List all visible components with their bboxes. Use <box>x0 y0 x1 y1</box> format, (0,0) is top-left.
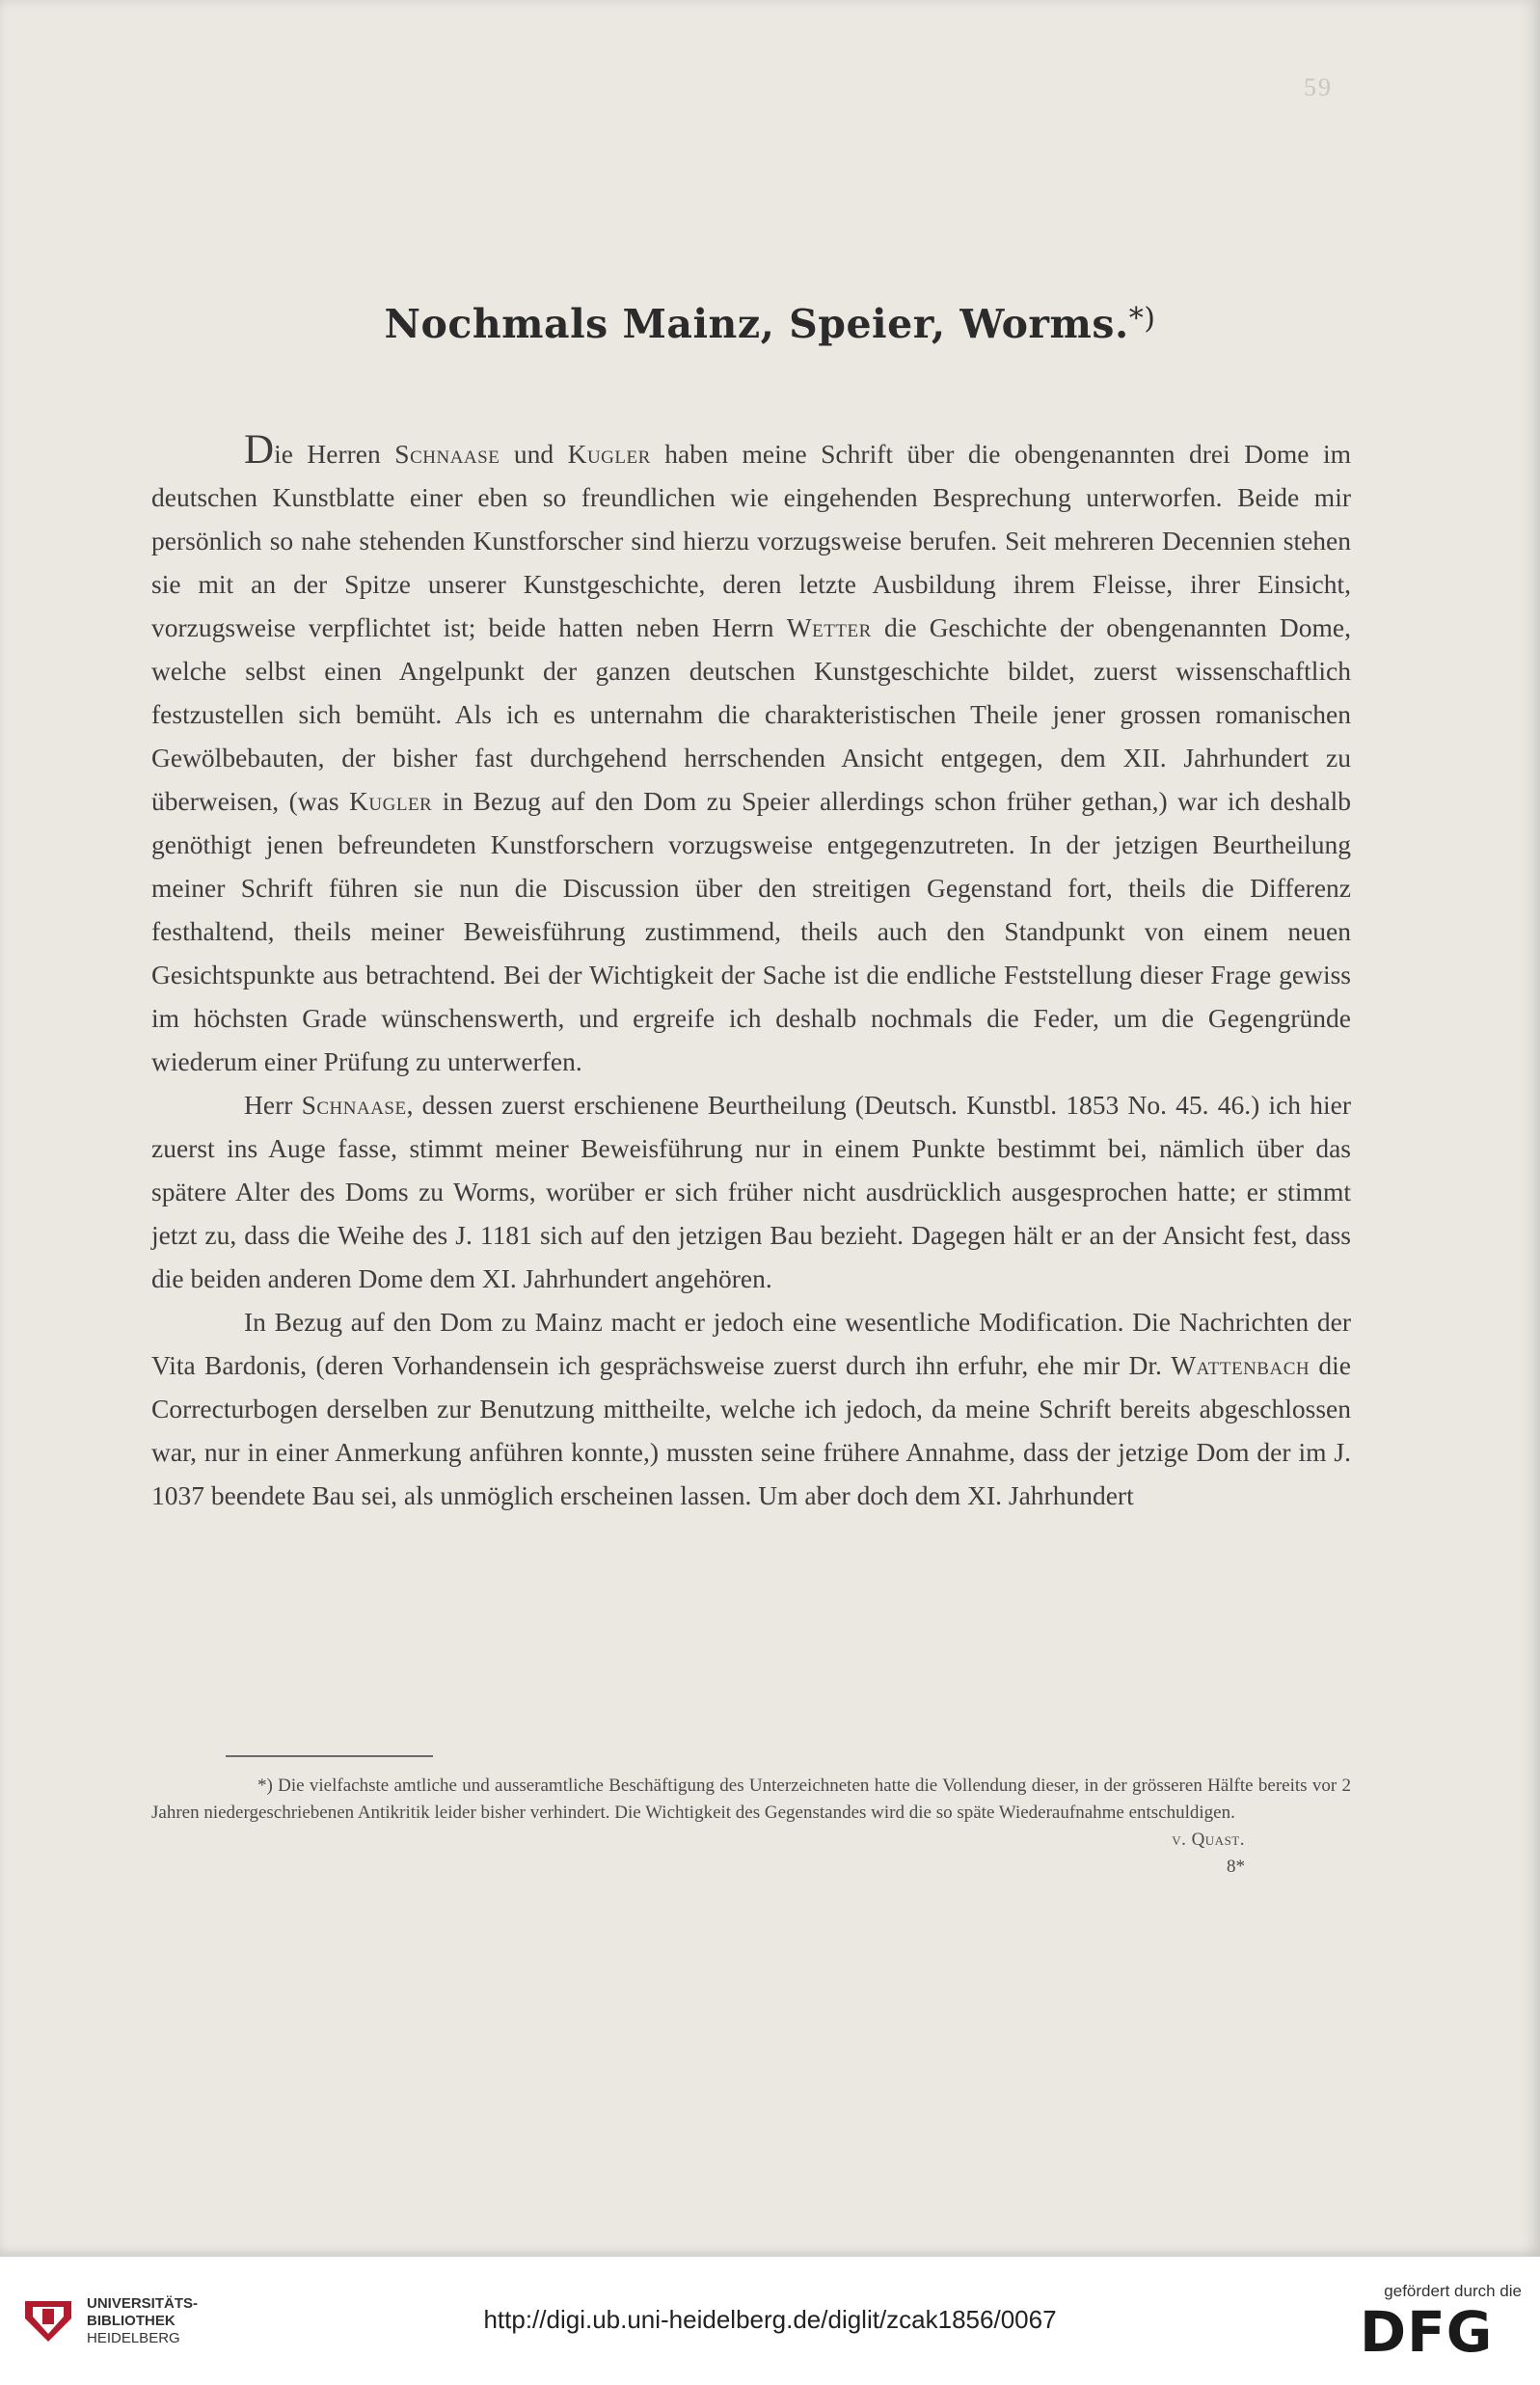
sheet-mark-text: 8* <box>1227 1857 1245 1877</box>
signature-text: v. Quast. <box>1172 1829 1245 1850</box>
text-run: Herr <box>244 1090 302 1120</box>
text-run: haben meine Schrift über die obengenannten drei Dome im deutschen Kunstblatte einer eben so freundlichen wie eingehenden Besprechung unterworfen. Beide mir persönlich so nahe stehenden Kunstforscher sind hierzu vorzugsweise berufen. Seit mehreren Decennien stehen sie mit an der Spitze unserer Kunstgeschichte, deren letzte Ausbildung ihrem Fleisse, ihrer Einsicht, vorzugsweise verpflichtet ist; beide hatten neben Herrn <box>151 439 1352 642</box>
library-name-line1: UNIVERSITÄTS- <box>87 2295 199 2312</box>
text-run: die Correcturbogen derselben zur Benutzung mittheilte, welche ich jedoch, da meine Schrift bereits abgeschlossen war, nur in einer Anmerkung anführen konnte,) mussten seine frühere Annahme, dass der jetzige Dom der im J. 1037 beendete Bau sei, als unmöglich erscheinen lassen. Um aber doch dem XI. Jahrhundert <box>151 1350 1351 1510</box>
text-run: die Geschichte der obengenannten Dome, welche selbst einen Angelpunkt der ganzen deutschen Kunstgeschichte bildet, zuerst wissenschaftlich festzustellen sich bemüht. Als ich es unternahm die charakteristischen Theile jener grossen romanischen Gewölbebauten, der bisher fast durchgehend herrschenden Ansicht entgegen, dem XII. Jahrhundert zu überweisen, (was <box>151 612 1352 816</box>
author-name: Kugler <box>349 786 433 816</box>
author-name: Kugler <box>567 439 651 469</box>
paragraph-3 <box>151 1300 1351 1517</box>
page-folio: 59 <box>1304 73 1333 101</box>
text-run: ie Herren <box>274 439 395 469</box>
text-run: , dessen zuerst erschienene Beurtheilung (Deutsch. Kunstbl. 1853 No. 45. 46.) ich hier zuerst ins Auge fasse, stimmt meiner Beweisführung nur in einem Punkte bestimmt bei, nämlich über das spätere Alter des Doms zu Worms, worüber er sich früher nicht ausdrücklich ausgesprochen hatte; er stimmt jetzt zu, dass die Weihe des J. 1181 sich auf den jetzigen Bau bezieht. Dagegen hält er an der Ansicht fest, dass die beiden anderen Dome dem XI. Jahrhundert angehören. <box>151 1090 1351 1293</box>
text-run: in Bezug auf den Dom zu Speier allerdings schon früher gethan,) war ich deshalb genöthigt jenen befreundeten Kunstforschern vorzugsweise entgegenzutreten. In der jetzigen Beurtheilung meiner Schrift führen sie nun die Discussion über den streitigen Gegenstand fort, theils die Differenz festhaltend, theils meiner Beweisführung zustimmend, theils auch den Standpunkt von einem neuen Gesichtspunkte aus betrachtend. Bei der Wichtigkeit der Sache ist die endliche Feststellung dieser Frage gewiss im höchsten Grade wünschenswerth, und ergreife ich deshalb nochmals die Feder, um die Gegengründe wiederum einer Prüfung zu unterwerfen. <box>151 786 1351 1076</box>
sheet-mark <box>151 1854 1351 1881</box>
text-run: und <box>500 439 568 469</box>
footnote-rule <box>226 1755 433 1757</box>
footnote-signature <box>151 1827 1351 1854</box>
title-footnote-mark: *) <box>1128 302 1156 336</box>
library-name-line2: BIBLIOTHEK <box>87 2313 176 2329</box>
drop-initial: D <box>244 427 275 473</box>
dfg-logo: DFG <box>1360 2299 1494 2365</box>
paragraph-2 <box>151 1083 1351 1300</box>
sponsor-caption: gefördert durch die <box>1384 2282 1522 2300</box>
author-name: Wattenbach <box>1171 1350 1310 1380</box>
library-name-line3: HEIDELBERG <box>87 2330 180 2346</box>
author-name: Wetter <box>786 612 872 642</box>
author-name: Schnaase <box>301 1090 407 1120</box>
text-run: In Bezug auf den Dom zu Mainz macht er jedoch eine wesentliche Modification. Die Nachrichten der Vita Bardonis, (deren Vorhandensein ich gesprächsweise zuerst durch ihn erfuhr, ehe mir Dr. <box>151 1307 1351 1380</box>
article-body <box>151 427 1352 1517</box>
paragraph-1 <box>151 427 1352 1083</box>
permalink-url[interactable]: http://digi.ub.uni-heidelberg.de/diglit/zcak1856/0067 <box>483 2305 1057 2334</box>
footnote-text: *) Die vielfachste amtliche und ausseramtliche Beschäftigung des Unterzeichneten hatte die Vollendung dieser, in der grösseren Hälfte bereits vor 2 Jahren niedergeschriebenen Antikritik leider bisher verhindert. Die Wichtigkeit des Gegenstandes wird die so späte Wiederaufnahme entschuldigen. <box>151 1775 1351 1823</box>
article-title-text: Nochmals Mainz, Speier, Worms. <box>384 301 1129 347</box>
article-title <box>0 301 1540 347</box>
author-name: Schnaase <box>394 439 500 469</box>
footnote <box>151 1773 1351 1881</box>
